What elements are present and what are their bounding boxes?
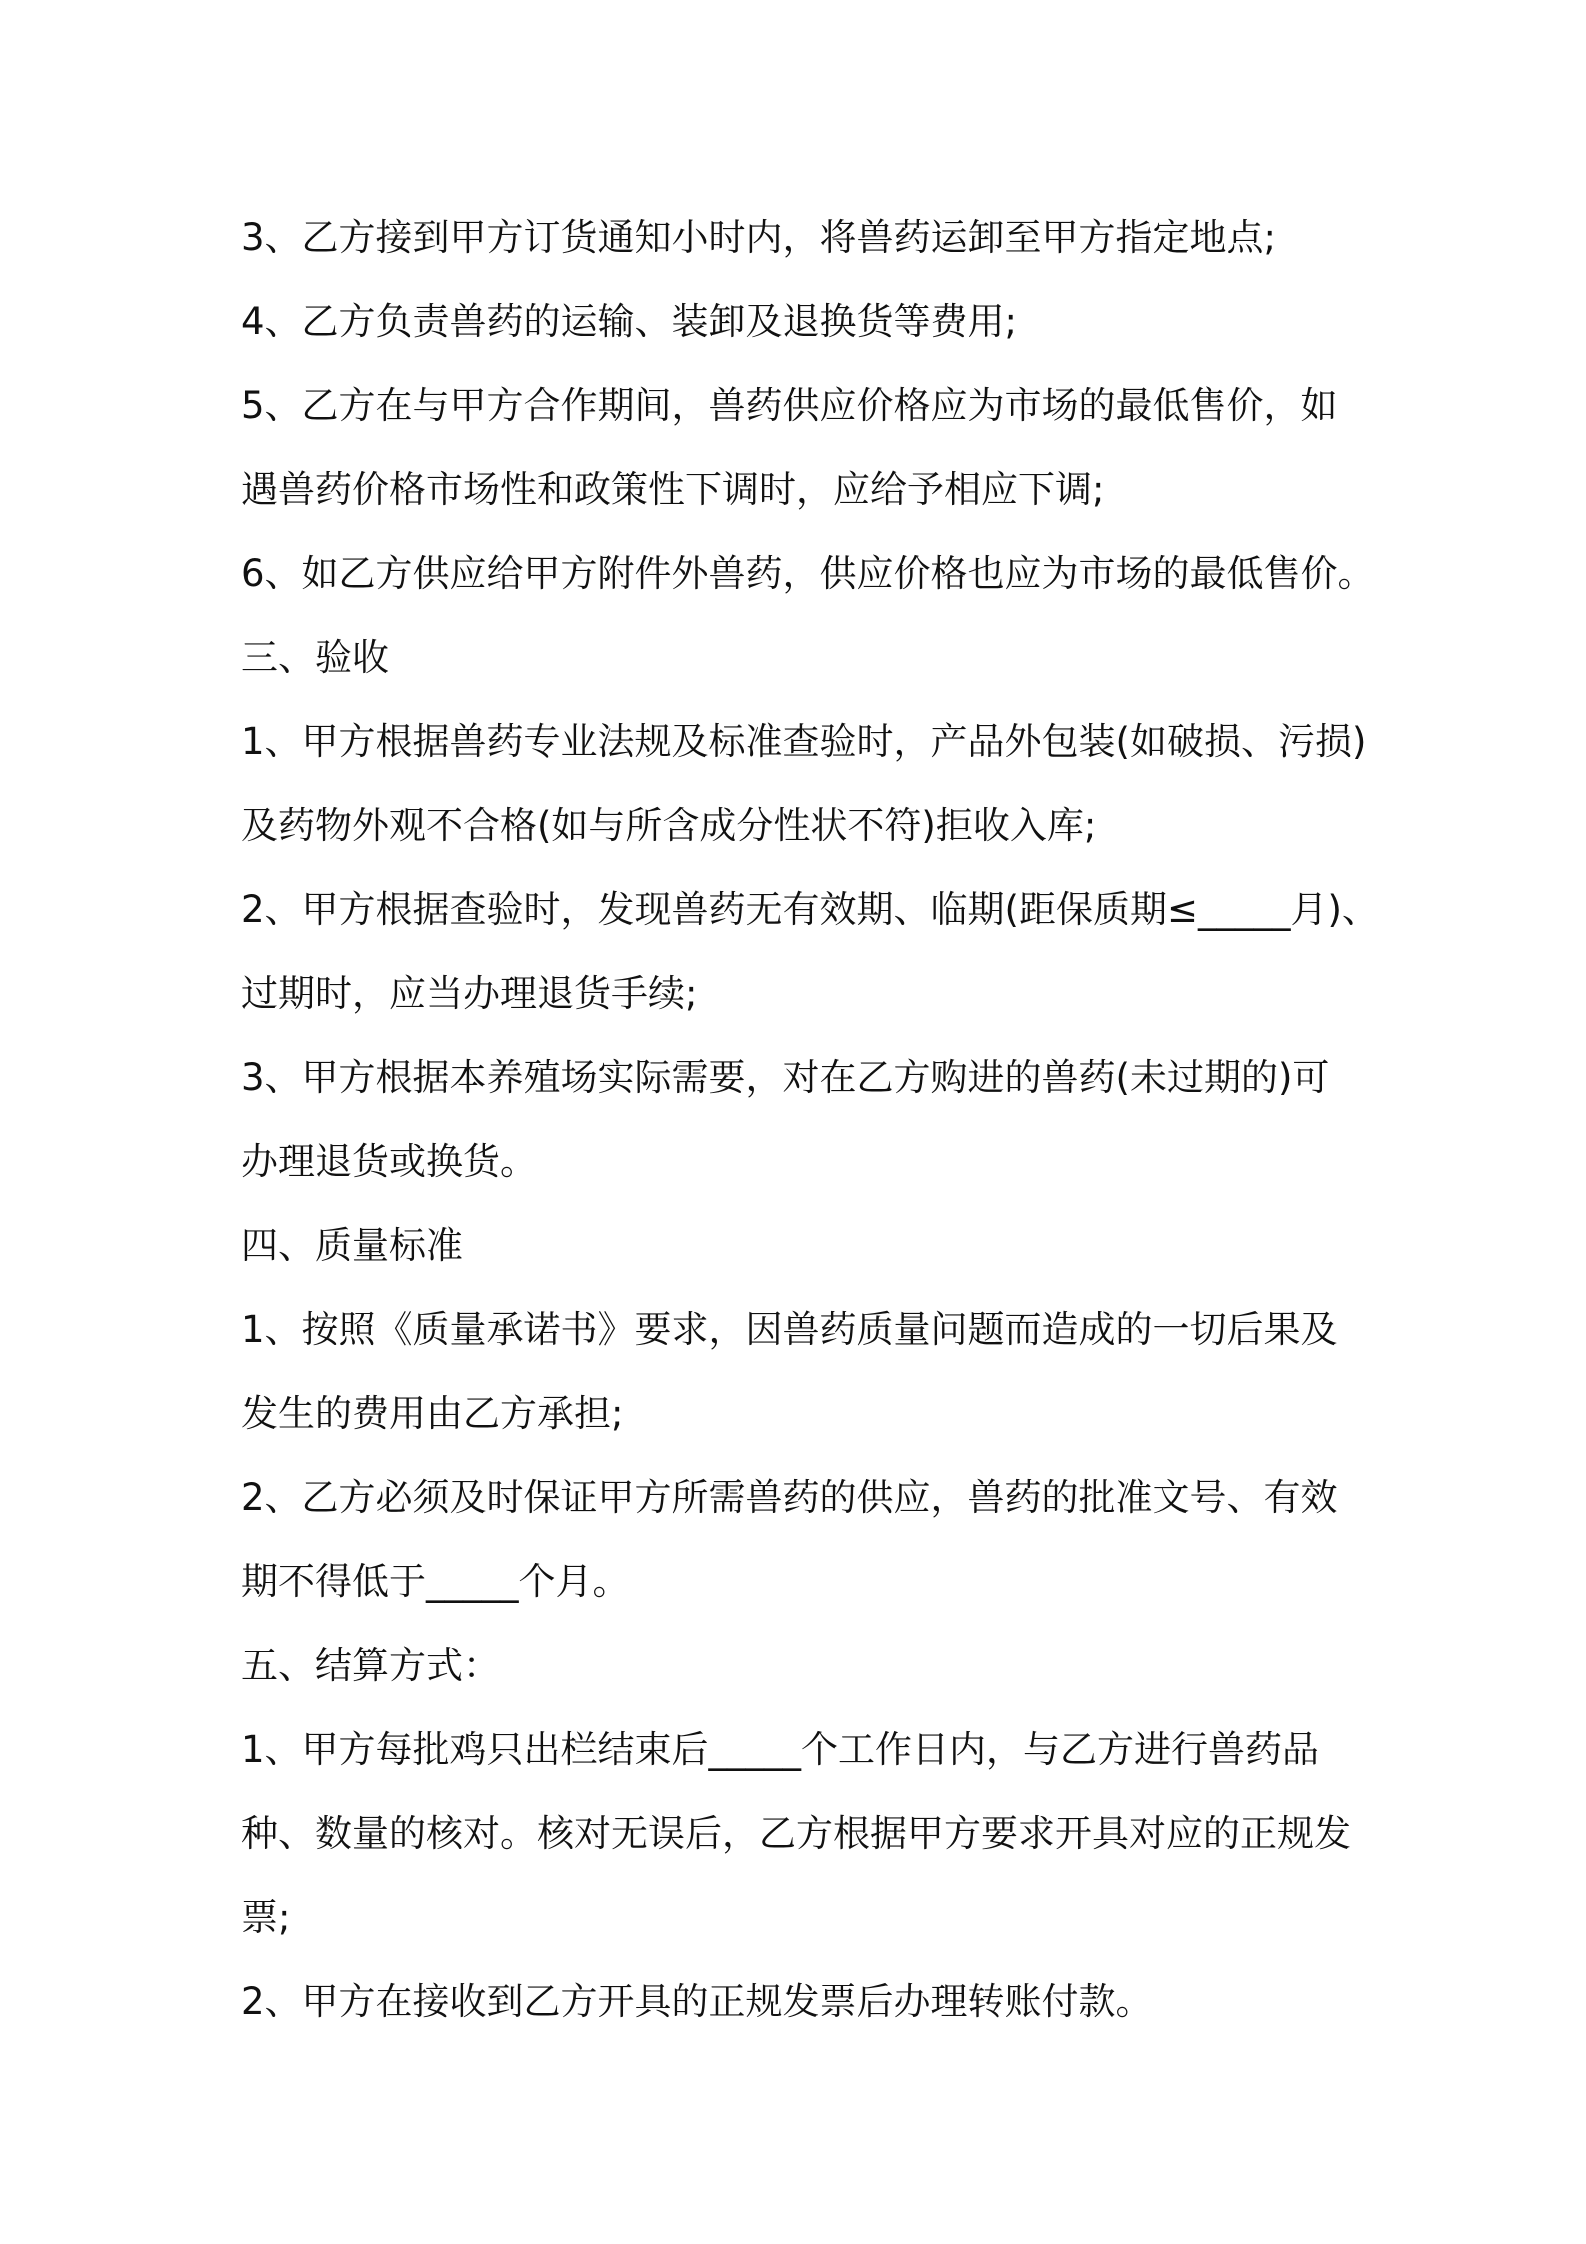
section-heading-acceptance: 三、验收: [241, 636, 389, 679]
acceptance-clause-1-continued: 及药物外观不合格(如与所含成分性状不符)拒收入库;: [241, 804, 1097, 847]
settlement-clause-1-continued: 种、数量的核对。核对无误后，乙方根据甲方要求开具对应的正规发: [241, 1812, 1351, 1855]
quality-clause-2-continued: 期不得低于_____个月。: [241, 1560, 630, 1603]
clause-5-pricing: 5、乙方在与甲方合作期间，兽药供应价格应为市场的最低售价，如: [241, 384, 1338, 427]
settlement-clause-2: 2、甲方在接收到乙方开具的正规发票后办理转账付款。: [241, 1980, 1153, 2023]
section-heading-quality-standard: 四、质量标准: [241, 1224, 463, 1267]
clause-3-delivery: 3、乙方接到甲方订货通知小时内，将兽药运卸至甲方指定地点;: [241, 216, 1277, 259]
acceptance-clause-3: 3、甲方根据本养殖场实际需要，对在乙方购进的兽药(未过期的)可: [241, 1056, 1330, 1099]
clause-6-additional-drugs: 6、如乙方供应给甲方附件外兽药，供应价格也应为市场的最低售价。: [241, 552, 1375, 595]
quality-clause-1: 1、按照《质量承诺书》要求，因兽药质量问题而造成的一切后果及: [241, 1308, 1338, 1351]
settlement-clause-1: 1、甲方每批鸡只出栏结束后_____个工作日内，与乙方进行兽药品: [241, 1728, 1320, 1771]
settlement-clause-1-end: 票;: [241, 1896, 291, 1939]
document-body: [241, 196, 1379, 2044]
acceptance-clause-1: 1、甲方根据兽药专业法规及标准查验时，产品外包装(如破损、污损): [241, 720, 1367, 763]
clause-4-transport-costs: 4、乙方负责兽药的运输、装卸及退换货等费用;: [241, 300, 1018, 343]
acceptance-clause-2: 2、甲方根据查验时，发现兽药无有效期、临期(距保质期≤_____月)、: [241, 888, 1379, 931]
acceptance-clause-3-continued: 办理退货或换货。: [241, 1140, 537, 1183]
section-heading-settlement: 五、结算方式：: [241, 1644, 500, 1687]
quality-clause-2: 2、乙方必须及时保证甲方所需兽药的供应，兽药的批准文号、有效: [241, 1476, 1338, 1519]
acceptance-clause-2-continued: 过期时，应当办理退货手续;: [241, 972, 698, 1015]
clause-5-pricing-continued: 遇兽药价格市场性和政策性下调时，应给予相应下调;: [241, 468, 1105, 511]
quality-clause-1-continued: 发生的费用由乙方承担;: [241, 1392, 624, 1435]
